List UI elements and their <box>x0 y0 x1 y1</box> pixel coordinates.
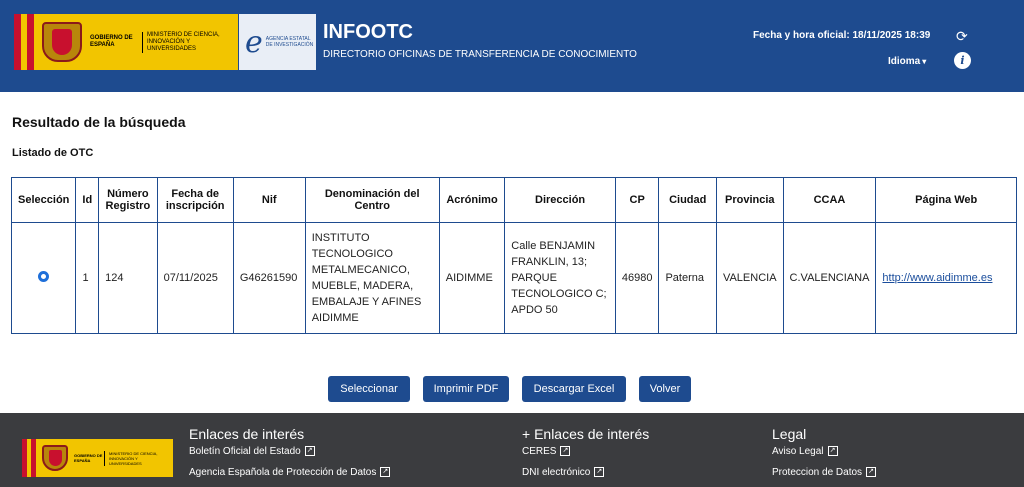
footer-gobierno-logo[interactable] <box>22 439 173 477</box>
footer-enlaces-title: Enlaces de interés <box>189 426 305 442</box>
flag-icon <box>22 439 36 477</box>
flag-icon <box>14 14 34 70</box>
direccion-cell: Calle BENJAMIN FRANKLIN, 13; PARQUE TECNOLOGICO C; APDO 50 <box>505 223 616 334</box>
footer-link-boe[interactable] <box>189 446 315 457</box>
web-link[interactable]: http://www.aidimme.es <box>882 272 993 284</box>
coat-of-arms-icon <box>42 22 82 62</box>
footer-link-label: Aviso Legal <box>772 446 824 457</box>
aei-logo-icon: e <box>245 24 263 60</box>
footer-link-dni[interactable] <box>522 467 604 478</box>
volver-button[interactable]: Volver <box>639 376 691 402</box>
footer-link-ceres[interactable] <box>522 446 570 457</box>
app-title: INFOOTC <box>323 21 413 43</box>
footer-link-aepd[interactable] <box>189 467 390 478</box>
table-header-row <box>12 178 1017 223</box>
web-cell <box>876 223 1017 334</box>
coat-of-arms-icon <box>42 445 68 471</box>
col-header-provincia: Provincia <box>716 178 783 223</box>
gobierno-label: GOBIERNO DE ESPAÑA <box>90 35 133 48</box>
col-header-acronimo: Acrónimo <box>439 178 505 223</box>
col-header-denominacion: Denominación del Centro <box>305 178 439 223</box>
cp-cell: 46980 <box>615 223 659 334</box>
language-label: Idioma <box>888 56 921 67</box>
id-cell: 1 <box>76 223 99 334</box>
ministerio-label: MINISTERIO DE CIENCIA, INNOVACIÓN Y UNIVERSIDADES <box>142 32 232 53</box>
page-title: Resultado de la búsqueda <box>12 114 186 130</box>
denominacion-cell: INSTITUTO TECNOLOGICO METALMECANICO, MUEBLE, MADERA, EMBALAJE Y AFINES AIDIMME <box>305 223 439 334</box>
col-header-ccaa: CCAA <box>783 178 876 223</box>
col-header-id: Id <box>76 178 99 223</box>
language-dropdown[interactable] <box>888 56 926 67</box>
provincia-cell: VALENCIA <box>716 223 783 334</box>
footer-link-aviso-legal[interactable] <box>772 446 838 457</box>
seleccionar-button[interactable]: Seleccionar <box>328 376 410 402</box>
col-header-cp: CP <box>615 178 659 223</box>
official-time: Fecha y hora oficial: 18/11/2025 18:39 <box>753 30 931 41</box>
header <box>0 0 1024 92</box>
registro-cell: 124 <box>99 223 157 334</box>
acronimo-cell: AIDIMME <box>439 223 505 334</box>
otc-table <box>11 177 1017 334</box>
external-link-icon: ↗ <box>560 446 570 456</box>
imprimir-pdf-button[interactable]: Imprimir PDF <box>423 376 509 402</box>
col-header-nif: Nif <box>233 178 305 223</box>
external-link-icon: ↗ <box>866 467 876 477</box>
fecha-cell: 07/11/2025 <box>157 223 233 334</box>
footer-link-label: Proteccion de Datos <box>772 467 863 478</box>
agencia-logo[interactable] <box>239 14 316 70</box>
info-icon[interactable]: i <box>954 52 971 69</box>
col-header-direccion: Dirección <box>505 178 616 223</box>
caret-down-icon: ▾ <box>922 57 927 66</box>
footer-link-label: DNI electrónico <box>522 467 591 478</box>
footer <box>0 413 1024 487</box>
col-header-registro: Número Registro <box>99 178 157 223</box>
footer-link-label: Boletín Oficial del Estado <box>189 446 301 457</box>
external-link-icon: ↗ <box>305 446 315 456</box>
select-cell <box>12 223 76 334</box>
ciudad-cell: Paterna <box>659 223 716 334</box>
external-link-icon: ↗ <box>594 467 604 477</box>
descargar-excel-button[interactable]: Descargar Excel <box>522 376 626 402</box>
footer-link-label: CERES <box>522 446 557 457</box>
gobierno-logo[interactable] <box>14 14 238 70</box>
table-row <box>12 223 1017 334</box>
col-header-fecha: Fecha de inscripción <box>157 178 233 223</box>
footer-ministerio-label: MINISTERIO DE CIENCIA, INNOVACIÓN Y UNIVERSIDADES <box>104 451 164 466</box>
agencia-label: AGENCIA ESTATAL DE INVESTIGACIÓN <box>265 36 314 48</box>
external-link-icon: ↗ <box>828 446 838 456</box>
col-header-ciudad: Ciudad <box>659 178 716 223</box>
col-header-seleccion: Selección <box>12 178 76 223</box>
action-buttons <box>328 376 691 402</box>
footer-link-proteccion-datos[interactable] <box>772 467 876 478</box>
app-subtitle: DIRECTORIO OFICINAS DE TRANSFERENCIA DE CONOCIMIENTO <box>323 49 637 60</box>
select-radio[interactable] <box>38 271 49 282</box>
refresh-icon[interactable]: ⟳ <box>956 28 968 44</box>
footer-link-label: Agencia Española de Protección de Datos <box>189 467 377 478</box>
footer-gobierno-label: GOBIERNO DE ESPAÑA <box>74 453 103 463</box>
external-link-icon: ↗ <box>380 467 390 477</box>
footer-mas-enlaces-title: + Enlaces de interés <box>522 426 650 442</box>
ccaa-cell: C.VALENCIANA <box>783 223 876 334</box>
list-label: Listado de OTC <box>12 147 94 159</box>
nif-cell: G46261590 <box>233 223 305 334</box>
col-header-web: Página Web <box>876 178 1017 223</box>
footer-legal-title: Legal <box>772 426 807 442</box>
